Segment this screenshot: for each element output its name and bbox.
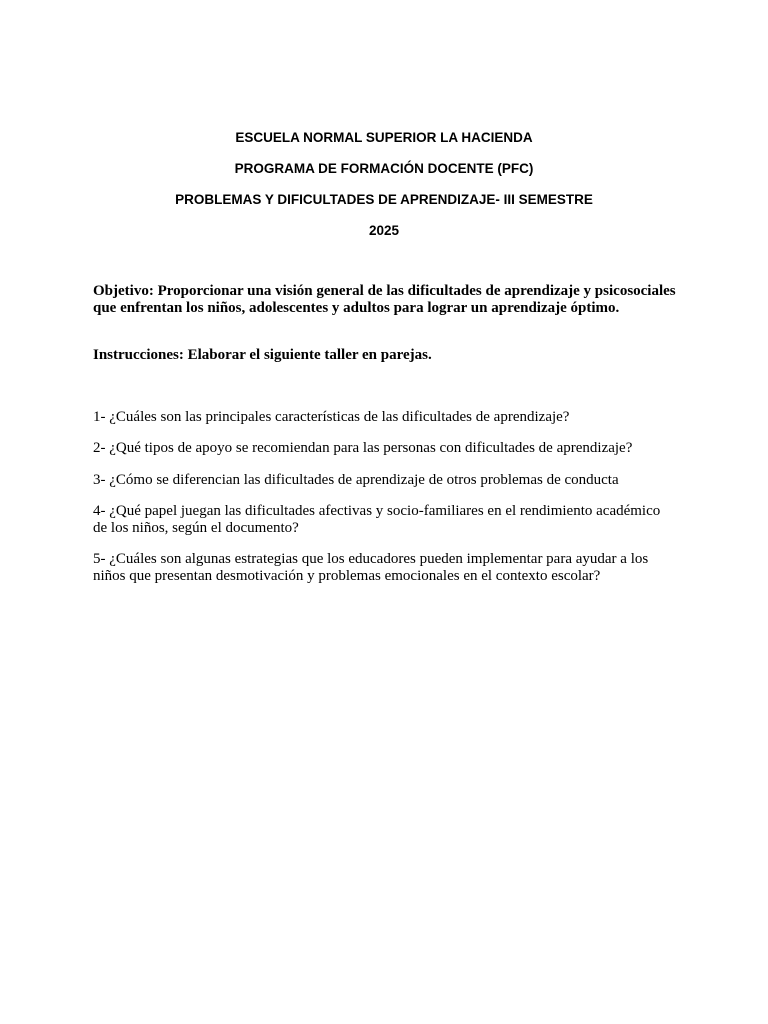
instructions-paragraph: Instrucciones: Elaborar el siguiente taller en parejas. bbox=[93, 347, 432, 363]
question-2: 2- ¿Qué tipos de apoyo se recomiendan para las personas con dificultades de aprendizaje? bbox=[93, 440, 633, 456]
program-name: PROGRAMA DE FORMACIÓN DOCENTE (PFC) bbox=[234, 161, 534, 176]
course-title: PROBLEMAS Y DIFICULTADES DE APRENDIZAJE- III SEMESTRE bbox=[175, 192, 593, 207]
year: 2025 bbox=[368, 223, 400, 238]
school-name: ESCUELA NORMAL SUPERIOR LA HACIENDA bbox=[235, 130, 533, 145]
question-5: 5- ¿Cuáles son algunas estrategias que los educadores pueden implementar para ayudar a los niños que presentan desmotivación y problemas emocionales en el contexto escolar? bbox=[93, 551, 649, 584]
question-4: 4- ¿Qué papel juegan las dificultades afectivas y socio-familiares en el rendimiento académico de los niños, según el documento? bbox=[93, 503, 661, 536]
question-3: 3- ¿Cómo se diferencian las dificultades de aprendizaje de otros problemas de conducta bbox=[93, 472, 619, 488]
document-header bbox=[0, 130, 768, 254]
question-1: 1- ¿Cuáles son las principales características de las dificultades de aprendizaje? bbox=[93, 409, 570, 425]
objective-paragraph: Objetivo: Proporcionar una visión general de las dificultades de aprendizaje y psicosociales que enfrentan los niños, adolescentes y adultos para lograr un aprendizaje óptimo. bbox=[93, 283, 676, 316]
